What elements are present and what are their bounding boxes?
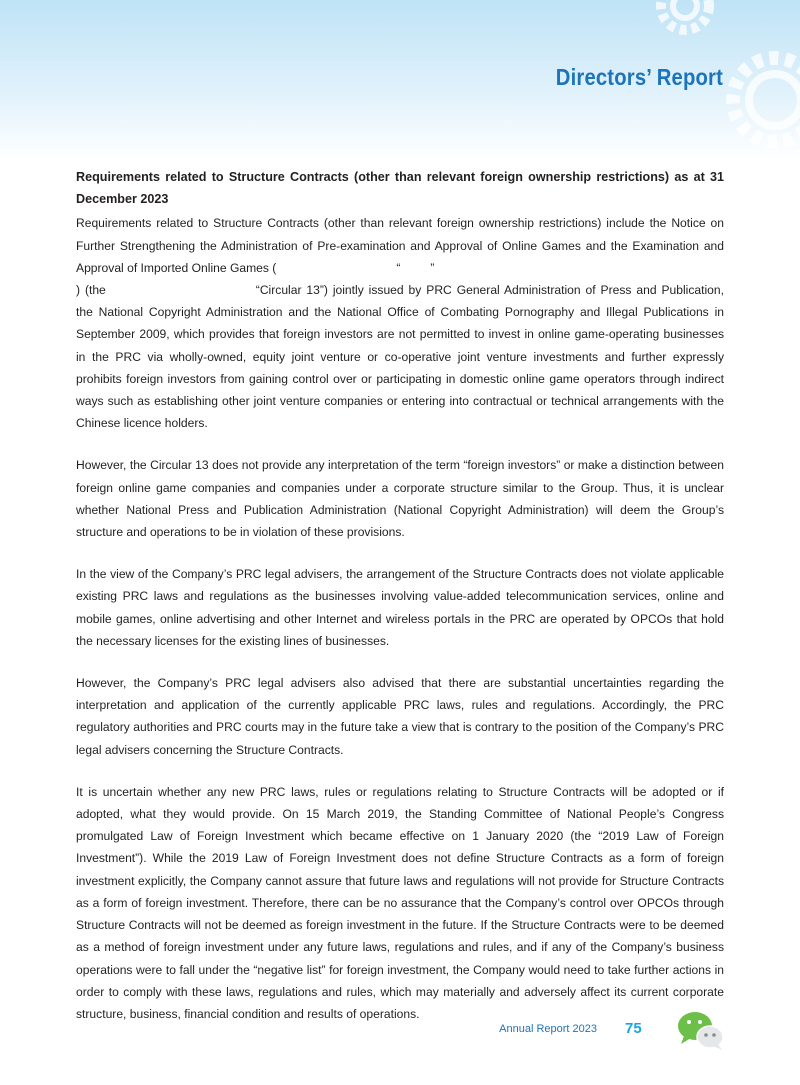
- paragraph-3: In the view of the Company’s PRC legal advisers, the arrangement of the Structure Contracts does not violate applicable existing PRC laws and regulations as the businesses involving value-added telecommunication services, online and mobile games, online advertising and other Internet and wireless portals in the PRC are operated by OPCOs that hold the necessary licenses for the existing lines of businesses.: [76, 567, 724, 648]
- paragraph-1-part-3: “Circular 13”) jointly issued by PRC General Administration of Press and Publication, the National Copyright Administration and the National Office of Combating Pornography and Illegal Publications in September 2009, which provides that foreign investors are not permitted to invest in online game-operating businesses in the PRC via wholly-owned, equity joint venture or co-operative joint venture investments and further expressly prohibits foreign investors from gaining control over or participating in domestic online game operators through indirect ways such as establishing other joint venture companies or entering into contractual or technical arrangements with the Chinese licence holders.: [76, 283, 724, 431]
- paragraph-5: It is uncertain whether any new PRC laws, rules or regulations relating to Structure Contracts will be adopted or if adopted, what they would provide. On 15 March 2019, the Standing Committee of National People’s Congress promulgated Law of Foreign Investment which became effective on 1 January 2020 (the “2019 Law of Foreign Investment”). While the 2019 Law of Foreign Investment does not define Structure Contracts as a form of foreign investment explicitly, the Company cannot assure that future laws and regulations will not provide for Structure Contracts as a form of foreign investment. Therefore, there can be no assurance that the Company’s control over OPCOs through Structure Contracts will not be deemed as foreign investment in the future. If the Structure Contracts were to be deemed as a method of foreign investment under any future laws, regulations and rules, and if any of the Company’s business operations were to fall under the “negative list” for foreign investment, the Company would need to take further actions in order to comply with these laws, regulations and rules, which may materially and adversely affect its current corporate structure, business, financial condition and results of operations.: [76, 784, 724, 1021]
- footer-report-label: Annual Report 2023: [499, 1023, 597, 1035]
- open-quote: “: [396, 260, 401, 275]
- page-number: 75: [625, 1020, 642, 1037]
- page-title: Directors’ Report: [555, 64, 723, 90]
- paragraph-1-part-2: ) (the: [76, 283, 106, 298]
- paragraph-1: [76, 212, 724, 434]
- section-heading: Requirements related to Structure Contracts (other than relevant foreign ownership restrictions) as at 31 December 2023: [76, 170, 724, 207]
- close-quote: ”: [430, 260, 435, 275]
- chat-bubble-icon: [676, 1010, 726, 1052]
- paragraph-4: However, the Company’s PRC legal advisers also advised that there are substantial uncertainties regarding the interpretation and application of the currently applicable PRC laws, rules and regulations. Accordingly, the PRC regulatory authorities and PRC courts may in the future take a view that is contrary to the position of the Company’s PRC legal advisers concerning the Structure Contracts.: [76, 676, 724, 757]
- paragraph-2: However, the Circular 13 does not provide any interpretation of the term “foreign investors” or make a distinction between foreign online game companies and companies under a corporate structure similar to the Group. Thus, it is unclear whether National Press and Publication Administration (National Copyright Administration) will deem the Group’s structure and operations to be in violation of these provisions.: [76, 458, 724, 540]
- paragraph-1-part-1: Requirements related to Structure Contracts (other than relevant foreign ownership restrictions) include the Notice on Further Strengthening the Administration of Pre-examination and Approval of Online Games and the Examination and Approval of Imported Online Games (: [76, 216, 724, 275]
- main-content: [76, 166, 724, 1045]
